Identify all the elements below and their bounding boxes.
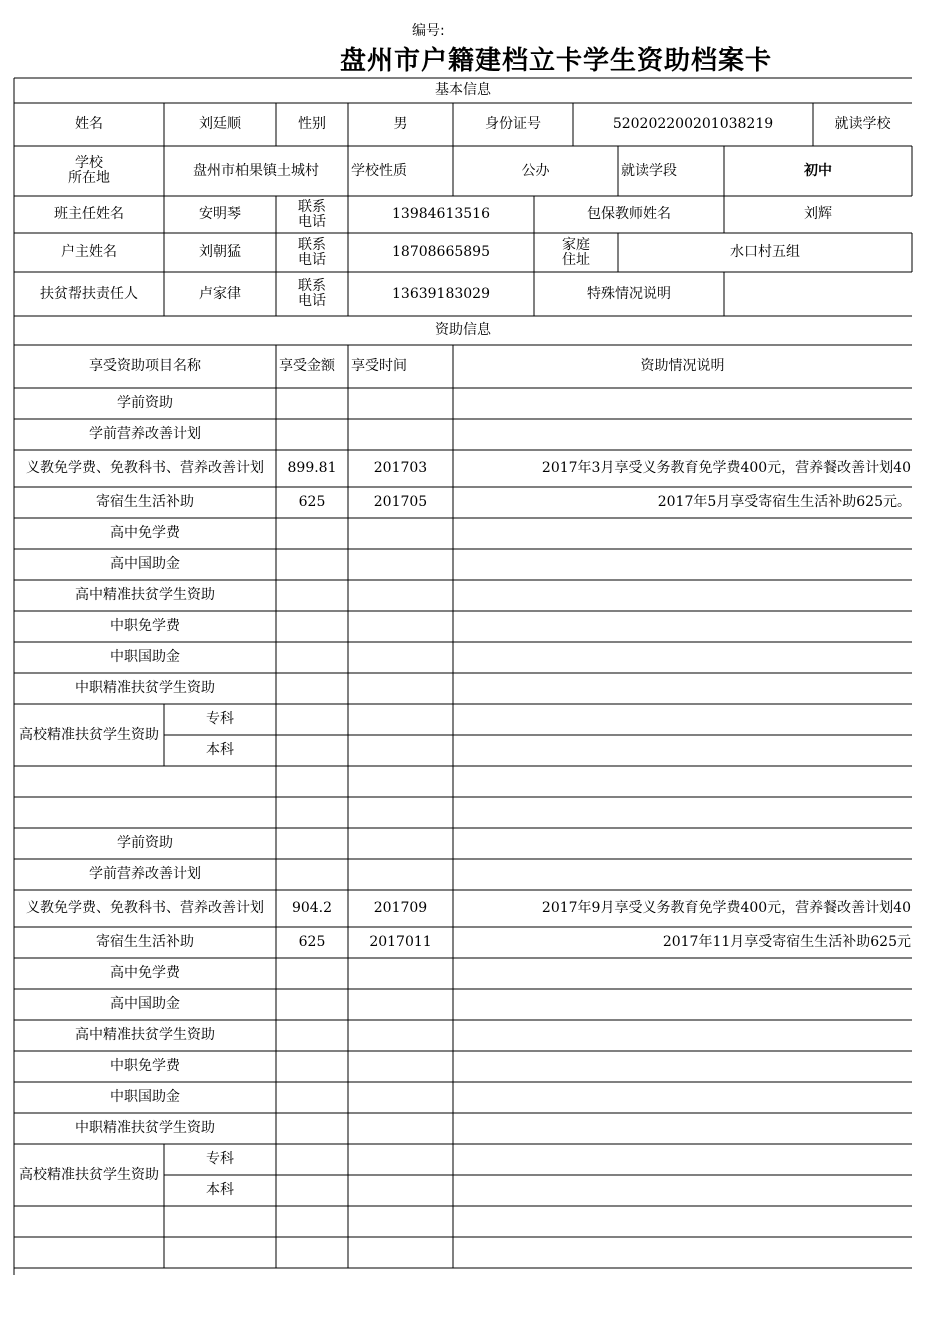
aid-amount [277, 959, 347, 988]
aid-time [349, 643, 452, 672]
aid-time [349, 959, 452, 988]
household-value: 刘朝猛 [199, 244, 241, 260]
aid-amount [277, 990, 347, 1019]
aid-time [349, 1052, 452, 1081]
aid-amount: 625 [298, 494, 326, 510]
aid-description [454, 959, 911, 988]
stage-value: 初中 [804, 162, 832, 179]
aid-item-name: 高中精准扶贫学生资助 [75, 587, 215, 603]
page-title: 盘州市户籍建档立卡学生资助档案卡 [340, 46, 773, 76]
id-value: 520202200201038219 [612, 116, 774, 132]
aid-item-name: 学前资助 [117, 395, 173, 411]
aid-info-heading: 资助信息 [435, 322, 491, 338]
aid-description [454, 612, 911, 641]
aid-description [454, 519, 911, 548]
aid-description [454, 643, 911, 672]
aid-amount [277, 1114, 347, 1143]
aid-time [349, 612, 452, 641]
university-benke-label: 本科 [206, 742, 234, 758]
aid-amount: 899.81 [287, 460, 337, 476]
aid-description [454, 1021, 911, 1050]
name-label: 姓名 [75, 116, 103, 132]
teacher-label: 班主任姓名 [54, 206, 124, 222]
aid-description [454, 420, 911, 449]
aid-description [454, 829, 911, 858]
aid-time [349, 420, 452, 449]
poverty-value: 卢家律 [199, 285, 241, 302]
school-type-label: 学校性质 [351, 162, 407, 179]
address-value: 水口村五组 [730, 244, 800, 260]
aid-description: 2017年3月享受义务教育免学费400元，营养餐改善计划40 [541, 460, 911, 476]
aid-time: 201709 [373, 900, 428, 916]
school-location-value: 盘州市柏果镇土城村 [193, 162, 319, 179]
aid-amount [277, 389, 347, 418]
aid-time [349, 1114, 452, 1143]
stage-label: 就读学段 [621, 162, 677, 179]
aid-description: 2017年5月享受寄宿生生活补助625元。 [657, 494, 911, 510]
number-label: 编号: [412, 23, 445, 39]
gender-label: 性别 [298, 116, 326, 132]
teacher-phone-value: 13984613516 [392, 206, 490, 222]
aid-item-name: 高中精准扶贫学生资助 [75, 1027, 215, 1043]
aid-item-name: 学前营养改善计划 [89, 426, 201, 442]
poverty-phone-label: 联系 电话 [298, 278, 326, 309]
aid-description [454, 1083, 911, 1112]
aid-item-name: 寄宿生生活补助 [96, 494, 194, 510]
aid-item-name: 高中免学费 [110, 525, 180, 541]
guarantor-value: 刘辉 [804, 206, 832, 222]
address-label: 家庭 住址 [562, 236, 590, 268]
school-label: 就读学校 [834, 116, 891, 132]
household-phone-label: 联系 电话 [298, 236, 326, 268]
aid-time [349, 674, 452, 703]
aid-item-name: 高中国助金 [110, 556, 180, 572]
aid-amount [277, 674, 347, 703]
aid-amount [277, 643, 347, 672]
aid-item-name: 中职精准扶贫学生资助 [75, 680, 215, 696]
name-value: 刘廷顺 [199, 116, 241, 132]
basic-info-heading: 基本信息 [435, 82, 491, 98]
gender-value: 男 [393, 116, 408, 132]
poverty-phone-value: 13639183029 [392, 285, 490, 302]
aid-time [349, 829, 452, 858]
aid-item-name: 高中免学费 [110, 965, 180, 981]
aid-time [349, 860, 452, 889]
aid-description [454, 550, 911, 579]
aid-amount: 904.2 [291, 900, 333, 916]
aid-time [349, 990, 452, 1019]
aid-time: 2017011 [369, 934, 432, 950]
aid-description [454, 581, 911, 610]
household-phone-value: 18708665895 [392, 244, 490, 260]
household-label: 户主姓名 [61, 244, 117, 260]
aid-amount [277, 420, 347, 449]
poverty-label: 扶贫帮扶责任人 [40, 285, 138, 302]
aid-time [349, 519, 452, 548]
aid-item-name: 学前资助 [117, 835, 173, 851]
aid-description [454, 389, 911, 418]
aid-amount [277, 1021, 347, 1050]
aid-item-name: 中职免学费 [110, 618, 180, 634]
id-label: 身份证号 [485, 116, 541, 132]
aid-description [454, 674, 911, 703]
guarantor-label: 包保教师姓名 [587, 206, 671, 222]
school-location-label: 学校 所在地 [68, 155, 110, 186]
teacher-phone-label: 联系 电话 [298, 198, 326, 230]
aid-time [349, 1021, 452, 1050]
aid-time [349, 550, 452, 579]
aid-item-name: 中职免学费 [110, 1058, 180, 1074]
aid-amount [277, 519, 347, 548]
aid-description: 2017年9月享受义务教育免学费400元，营养餐改善计划40 [541, 900, 911, 916]
aid-amount [277, 1052, 347, 1081]
aid-amount [277, 612, 347, 641]
aid-item-name: 中职精准扶贫学生资助 [75, 1120, 215, 1136]
aid-item-name: 寄宿生生活补助 [96, 934, 194, 950]
col-item-name: 享受资助项目名称 [89, 358, 201, 374]
col-amount: 享受金额 [279, 358, 335, 374]
aid-item-name: 义教免学费、免教科书、营养改善计划 [26, 460, 264, 476]
aid-time: 201703 [373, 460, 428, 476]
aid-description: 2017年11月享受寄宿生生活补助625元 [662, 934, 911, 950]
university-benke-label: 本科 [206, 1182, 234, 1198]
special-label: 特殊情况说明 [587, 285, 671, 302]
university-aid-label: 高校精准扶贫学生资助 [19, 1166, 159, 1183]
col-description: 资助情况说明 [640, 358, 725, 374]
aid-amount: 625 [298, 934, 326, 950]
aid-amount [277, 550, 347, 579]
aid-time [349, 389, 452, 418]
aid-item-name: 中职国助金 [110, 1089, 180, 1105]
aid-description [454, 1114, 911, 1143]
aid-amount [277, 581, 347, 610]
aid-item-name: 中职国助金 [110, 649, 180, 665]
aid-item-name: 高中国助金 [110, 996, 180, 1012]
university-zhuanke-label: 专科 [206, 711, 234, 727]
aid-description [454, 990, 911, 1019]
aid-time: 201705 [373, 494, 428, 510]
aid-amount [277, 829, 347, 858]
aid-item-name: 学前营养改善计划 [89, 866, 201, 882]
aid-description [454, 860, 911, 889]
school-type-value: 公办 [521, 162, 550, 179]
university-aid-label: 高校精准扶贫学生资助 [19, 726, 159, 743]
aid-time [349, 1083, 452, 1112]
aid-description [454, 1052, 911, 1081]
aid-amount [277, 860, 347, 889]
university-zhuanke-label: 专科 [206, 1151, 234, 1167]
col-time: 享受时间 [351, 358, 407, 374]
teacher-value: 安明琴 [199, 206, 241, 222]
aid-item-name: 义教免学费、免教科书、营养改善计划 [26, 900, 264, 916]
aid-time [349, 581, 452, 610]
aid-amount [277, 1083, 347, 1112]
